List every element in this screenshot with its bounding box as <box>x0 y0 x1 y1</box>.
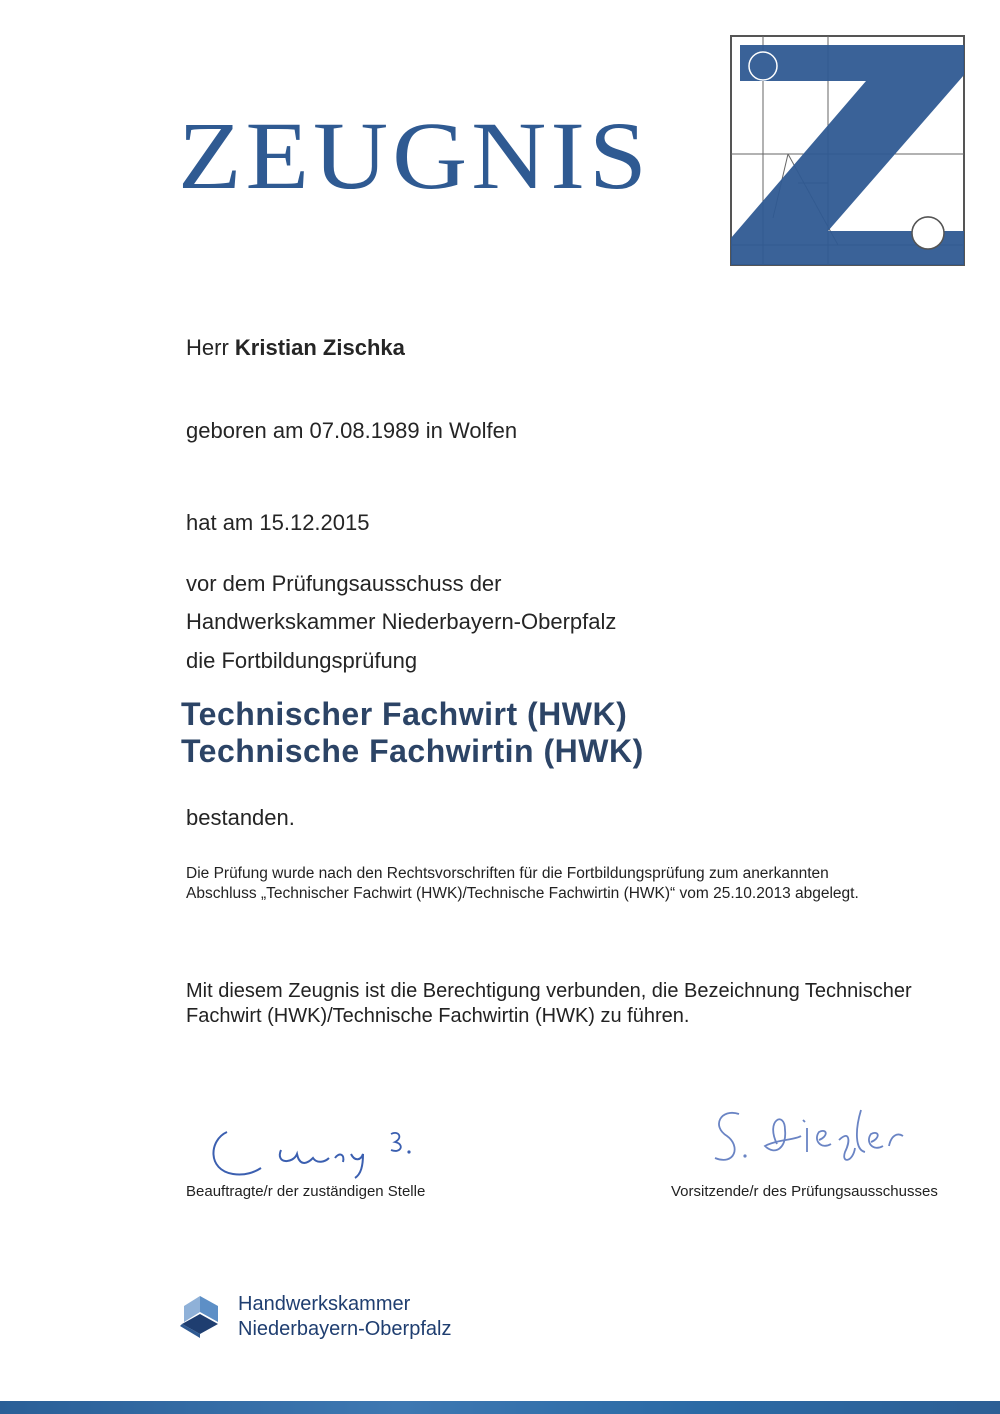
birth-line: geboren am 07.08.1989 in Wolfen <box>186 418 518 443</box>
qualification-title-female: Technische Fachwirtin (HWK) <box>181 733 644 769</box>
exam-date-line: hat am 15.12.2015 <box>186 510 370 535</box>
left-signature <box>205 1118 445 1184</box>
qualification-title-male: Technischer Fachwirt (HWK) <box>181 696 628 732</box>
left-signature-label: Beauftragte/r der zuständigen Stelle <box>186 1183 426 1200</box>
recipient-line <box>186 335 405 361</box>
board-line-1: vor dem Prüfungsausschuss der <box>186 571 502 596</box>
legal-note <box>186 864 859 904</box>
issuer-name-line: Handwerkskammer <box>238 1293 411 1315</box>
result-text: bestanden. <box>186 805 295 830</box>
legal-note-line: Die Prüfung wurde nach den Rechtsvorschriften für die Fortbildungsprüfung zum anerkannten <box>186 865 829 882</box>
legal-note-line: Abschluss „Technischer Fachwirt (HWK)/Technische Fachwirtin (HWK)“ vom 25.10.2013 abgelegt. <box>186 885 859 902</box>
right-signature <box>705 1100 925 1182</box>
entitlement-paragraph <box>186 979 912 1029</box>
board-line-3: die Fortbildungsprüfung <box>186 648 418 673</box>
z-monogram-logo-icon <box>728 33 968 269</box>
hwk-logo-icon <box>178 1292 222 1338</box>
bottom-decorative-band <box>0 1401 1000 1414</box>
issuer-name <box>238 1292 451 1342</box>
board-line-2: Handwerkskammer Niederbayern-Oberpfalz <box>186 609 617 634</box>
recipient-name: Kristian Zischka <box>234 335 405 360</box>
issuer-name-line: Niederbayern-Oberpfalz <box>238 1318 452 1340</box>
entitlement-line: Mit diesem Zeugnis ist die Berechtigung verbunden, die Bezeichnung Technischer <box>186 980 912 1002</box>
salutation: Herr <box>186 335 229 360</box>
right-signature-label: Vorsitzende/r des Prüfungsausschusses <box>671 1183 938 1200</box>
entitlement-line: Fachwirt (HWK)/Technische Fachwirtin (HWK) zu führen. <box>186 1005 690 1027</box>
certificate-headline: ZEUGNIS <box>178 102 651 210</box>
